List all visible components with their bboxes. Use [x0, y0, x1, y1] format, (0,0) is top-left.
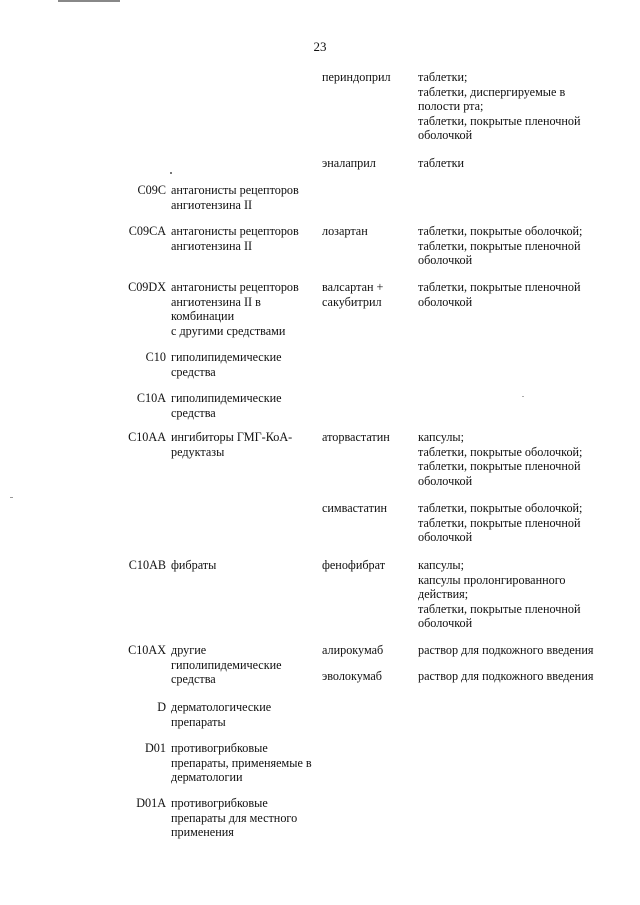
atc-code-cell — [108, 643, 166, 658]
atc-code-cell — [108, 430, 166, 445]
atc-code-cell — [108, 350, 166, 365]
atc-name-line: препараты, применяемые в — [171, 755, 312, 770]
atc-drug-line: симвастатин — [322, 501, 387, 515]
atc-form-line: таблетки — [418, 156, 465, 170]
atc-form-cell — [418, 669, 618, 684]
atc-code-cell — [108, 280, 166, 295]
atc-name-line: антагонисты рецепторов — [171, 280, 299, 294]
atc-name-cell — [171, 391, 313, 420]
atc-name-cell — [171, 280, 313, 338]
atc-form-line: таблетки, покрытые пленочной — [418, 113, 581, 128]
atc-form-line: таблетки, диспергируемые в — [418, 84, 566, 99]
atc-form-line: оболочкой — [418, 616, 473, 631]
atc-name-line: гиполипидемические — [171, 350, 282, 364]
atc-drug-cell — [322, 558, 412, 573]
atc-drug-line: фенофибрат — [322, 558, 386, 572]
atc-form-line: капсулы; — [418, 558, 464, 572]
atc-form-line: капсулы; — [418, 430, 464, 444]
atc-name-cell — [171, 224, 313, 253]
atc-drug-line: сакубитрил — [322, 294, 382, 309]
atc-code: C10AB — [128, 558, 166, 572]
atc-drug-line: периндоприл — [322, 70, 391, 84]
atc-form-cell — [418, 558, 618, 631]
atc-code: C10AX — [128, 643, 166, 657]
atc-code-cell — [108, 741, 166, 756]
atc-form-line: оболочкой — [418, 128, 473, 143]
atc-form-line: таблетки, покрытые оболочкой; — [418, 501, 583, 515]
atc-name-line: гиполипидемические — [171, 391, 282, 405]
atc-name-cell — [171, 796, 313, 840]
atc-name-line: ангиотензина II — [171, 238, 253, 253]
atc-name-line: применения — [171, 825, 234, 840]
atc-name-line: средства — [171, 405, 216, 420]
atc-drug-line: аторвастатин — [322, 430, 390, 444]
atc-code-cell — [108, 224, 166, 239]
atc-name-line: дерматологии — [171, 770, 243, 785]
atc-form-line: действия; — [418, 587, 469, 602]
atc-form-cell — [418, 156, 618, 171]
atc-code: D01 — [145, 741, 166, 755]
atc-form-line: раствор для подкожного введения — [418, 669, 594, 683]
atc-form-line: оболочкой — [418, 473, 473, 488]
atc-name-line: антагонисты рецепторов — [171, 224, 299, 238]
atc-form-cell — [418, 70, 618, 143]
atc-code: C09CA — [128, 224, 166, 238]
atc-form-line: таблетки, покрытые пленочной — [418, 601, 581, 616]
atc-name-line: фибраты — [171, 558, 217, 572]
page-number: 23 — [313, 39, 327, 54]
atc-code-cell — [108, 391, 166, 406]
margin-mark — [10, 497, 13, 498]
stray-dot — [522, 396, 524, 397]
atc-drug-cell — [322, 156, 412, 171]
atc-form-line: оболочкой — [418, 294, 473, 309]
atc-name-line: дерматологические — [171, 700, 272, 714]
atc-form-line: таблетки, покрытые пленочной — [418, 280, 581, 294]
atc-code: C09C — [137, 183, 166, 197]
atc-form-line: капсулы пролонгированного — [418, 572, 566, 587]
atc-form-line: таблетки, покрытые оболочкой; — [418, 224, 583, 238]
atc-name-line: препараты для местного — [171, 810, 298, 825]
atc-form-line: таблетки, покрытые оболочкой; — [418, 444, 583, 459]
atc-drug-cell — [322, 224, 412, 239]
atc-name-cell — [171, 350, 313, 379]
atc-code: D — [157, 700, 166, 714]
atc-drug-cell — [322, 501, 412, 516]
atc-form-line: раствор для подкожного введения — [418, 643, 594, 657]
atc-form-cell — [418, 643, 618, 658]
atc-name-line: ангиотензина II — [171, 197, 253, 212]
atc-code: C10AA — [128, 430, 166, 444]
atc-drug-cell — [322, 280, 412, 309]
atc-name-line: препараты — [171, 714, 226, 729]
atc-name-cell — [171, 700, 313, 729]
atc-name-cell — [171, 741, 313, 785]
atc-code-cell — [108, 796, 166, 811]
atc-drug-cell — [322, 643, 412, 658]
atc-form-line: оболочкой — [418, 253, 473, 268]
atc-drug-line: лозартан — [322, 224, 368, 238]
atc-form-cell — [418, 430, 618, 488]
atc-code: D01A — [136, 796, 166, 810]
atc-name-line: ангиотензина II в — [171, 294, 261, 309]
atc-form-line: полости рта; — [418, 99, 484, 114]
atc-name-line: ингибиторы ГМГ-КоА- — [171, 430, 293, 444]
atc-form-line: таблетки, покрытые пленочной — [418, 459, 581, 474]
atc-form-cell — [418, 224, 618, 268]
atc-name-line: комбинации — [171, 309, 235, 324]
atc-name-cell — [171, 558, 313, 573]
scan-artifact-line — [58, 0, 120, 2]
atc-code-cell — [108, 558, 166, 573]
atc-drug-line: алирокумаб — [322, 643, 384, 657]
atc-code: C10A — [136, 391, 166, 405]
atc-drug-line: эналаприл — [322, 156, 376, 170]
atc-form-cell — [418, 501, 618, 545]
atc-name-line: гиполипидемические — [171, 657, 282, 672]
atc-code: C09DX — [128, 280, 166, 294]
atc-name-line: средства — [171, 672, 216, 687]
atc-name-line: антагонисты рецепторов — [171, 183, 299, 197]
atc-name-line: другие — [171, 643, 207, 657]
atc-name-line: противогрибковые — [171, 796, 268, 810]
atc-drug-cell — [322, 669, 412, 684]
atc-name-line: редуктазы — [171, 444, 225, 459]
atc-form-line: таблетки, покрытые пленочной — [418, 238, 581, 253]
atc-name-line: средства — [171, 364, 216, 379]
atc-name-cell — [171, 183, 313, 212]
atc-drug-cell — [322, 70, 412, 85]
atc-code: C10 — [145, 350, 166, 364]
stray-dot — [170, 172, 172, 174]
atc-name-cell — [171, 643, 313, 687]
atc-form-cell — [418, 280, 618, 309]
atc-code-cell — [108, 183, 166, 198]
atc-form-line: оболочкой — [418, 530, 473, 545]
atc-drug-line: эволокумаб — [322, 669, 382, 683]
atc-name-line: противогрибковые — [171, 741, 268, 755]
atc-form-line: таблетки, покрытые пленочной — [418, 515, 581, 530]
atc-name-cell — [171, 430, 313, 459]
atc-name-line: с другими средствами — [171, 323, 286, 338]
atc-form-line: таблетки; — [418, 70, 468, 84]
atc-code-cell — [108, 700, 166, 715]
atc-drug-cell — [322, 430, 412, 445]
atc-drug-line: валсартан + — [322, 280, 384, 294]
